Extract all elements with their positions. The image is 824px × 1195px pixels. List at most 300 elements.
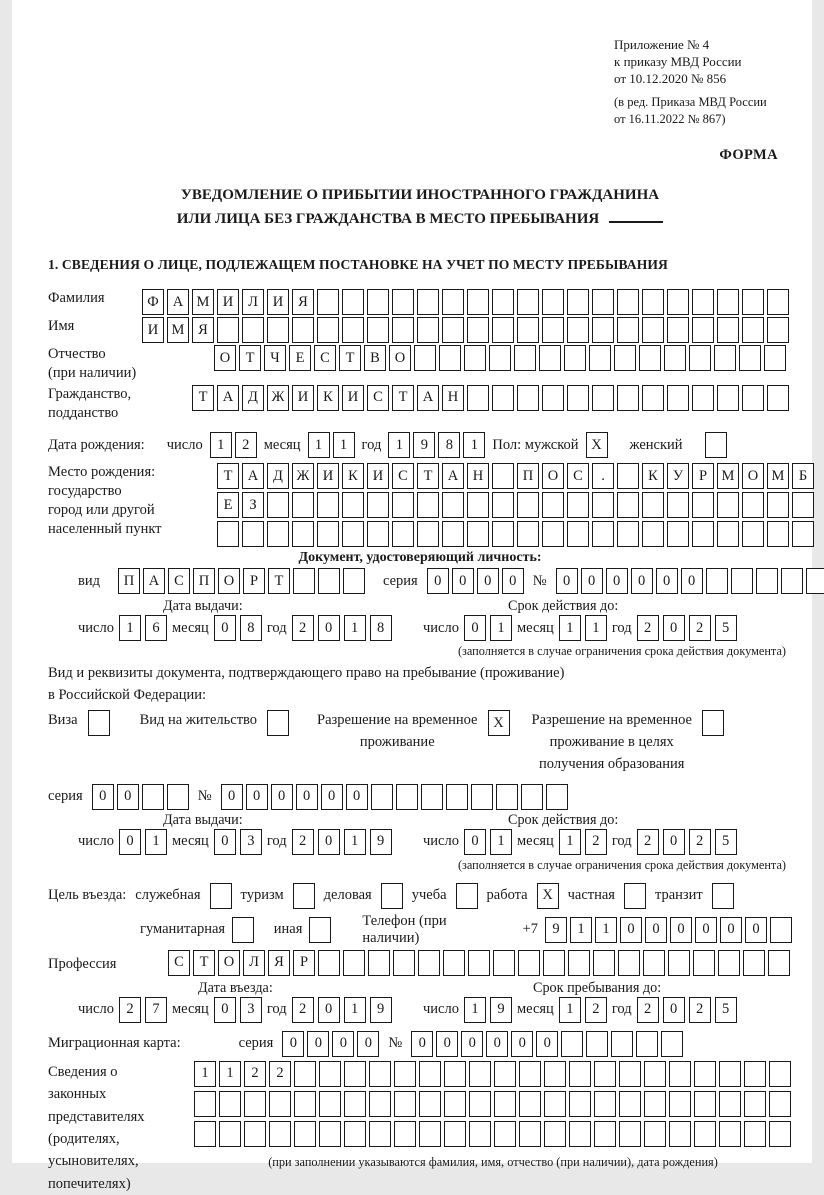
char-cell[interactable]: 1 bbox=[333, 432, 355, 458]
char-cell[interactable]: 2 bbox=[119, 997, 141, 1023]
empty-cell[interactable] bbox=[319, 1061, 341, 1087]
empty-cell[interactable] bbox=[417, 492, 439, 518]
empty-cell[interactable] bbox=[392, 289, 414, 315]
empty-cell[interactable] bbox=[636, 1031, 658, 1057]
empty-cell[interactable] bbox=[444, 1121, 466, 1147]
char-cell[interactable]: 1 bbox=[595, 917, 617, 943]
char-cell[interactable]: Т bbox=[192, 385, 214, 411]
empty-cell[interactable] bbox=[269, 1091, 291, 1117]
empty-cell[interactable] bbox=[542, 289, 564, 315]
empty-cell[interactable] bbox=[644, 1091, 666, 1117]
empty-cell[interactable] bbox=[586, 1031, 608, 1057]
empty-cell[interactable] bbox=[444, 1061, 466, 1087]
char-cell[interactable]: Т bbox=[239, 345, 261, 371]
char-cell[interactable]: 1 bbox=[344, 997, 366, 1023]
empty-cell[interactable] bbox=[768, 950, 790, 976]
char-cell[interactable]: 2 bbox=[637, 829, 659, 855]
empty-cell[interactable] bbox=[624, 883, 646, 909]
char-cell[interactable]: Е bbox=[217, 492, 239, 518]
empty-cell[interactable] bbox=[232, 917, 254, 943]
empty-cell[interactable] bbox=[719, 1091, 741, 1117]
char-cell[interactable]: К bbox=[317, 385, 339, 411]
char-cell[interactable]: 0 bbox=[464, 829, 486, 855]
char-cell[interactable]: 5 bbox=[715, 615, 737, 641]
char-cell[interactable]: 0 bbox=[556, 568, 578, 594]
empty-cell[interactable] bbox=[639, 345, 661, 371]
char-cell[interactable]: 0 bbox=[357, 1031, 379, 1057]
char-cell[interactable]: А bbox=[442, 463, 464, 489]
char-cell[interactable]: А bbox=[143, 568, 165, 594]
empty-cell[interactable] bbox=[418, 950, 440, 976]
empty-cell[interactable] bbox=[770, 917, 792, 943]
char-cell[interactable]: А bbox=[242, 463, 264, 489]
char-cell[interactable]: 0 bbox=[436, 1031, 458, 1057]
empty-cell[interactable] bbox=[442, 492, 464, 518]
empty-cell[interactable] bbox=[446, 784, 468, 810]
char-cell[interactable]: П bbox=[193, 568, 215, 594]
char-cell[interactable]: X bbox=[537, 883, 559, 909]
empty-cell[interactable] bbox=[317, 521, 339, 547]
char-cell[interactable]: 9 bbox=[370, 997, 392, 1023]
char-cell[interactable]: С bbox=[392, 463, 414, 489]
empty-cell[interactable] bbox=[309, 917, 331, 943]
empty-cell[interactable] bbox=[369, 1091, 391, 1117]
empty-cell[interactable] bbox=[592, 317, 614, 343]
char-cell[interactable]: О bbox=[742, 463, 764, 489]
empty-cell[interactable] bbox=[417, 521, 439, 547]
empty-cell[interactable] bbox=[767, 521, 789, 547]
empty-cell[interactable] bbox=[292, 492, 314, 518]
empty-cell[interactable] bbox=[344, 1061, 366, 1087]
char-cell[interactable]: 1 bbox=[145, 829, 167, 855]
empty-cell[interactable] bbox=[318, 568, 340, 594]
empty-cell[interactable] bbox=[717, 492, 739, 518]
char-cell[interactable]: 1 bbox=[119, 615, 141, 641]
char-cell[interactable]: Р bbox=[293, 950, 315, 976]
empty-cell[interactable] bbox=[567, 521, 589, 547]
empty-cell[interactable] bbox=[544, 1121, 566, 1147]
empty-cell[interactable] bbox=[244, 1121, 266, 1147]
empty-cell[interactable] bbox=[792, 521, 814, 547]
empty-cell[interactable] bbox=[781, 568, 803, 594]
char-cell[interactable]: 0 bbox=[670, 917, 692, 943]
empty-cell[interactable] bbox=[342, 492, 364, 518]
empty-cell[interactable] bbox=[593, 950, 615, 976]
empty-cell[interactable] bbox=[219, 1121, 241, 1147]
char-cell[interactable]: 0 bbox=[645, 917, 667, 943]
char-cell[interactable]: 0 bbox=[631, 568, 653, 594]
empty-cell[interactable] bbox=[592, 492, 614, 518]
char-cell[interactable]: Т bbox=[193, 950, 215, 976]
char-cell[interactable]: 0 bbox=[214, 615, 236, 641]
empty-cell[interactable] bbox=[469, 1061, 491, 1087]
empty-cell[interactable] bbox=[492, 463, 514, 489]
empty-cell[interactable] bbox=[219, 1091, 241, 1117]
char-cell[interactable]: П bbox=[517, 463, 539, 489]
empty-cell[interactable] bbox=[442, 521, 464, 547]
char-cell[interactable]: А bbox=[167, 289, 189, 315]
empty-cell[interactable] bbox=[414, 345, 436, 371]
char-cell[interactable]: 0 bbox=[461, 1031, 483, 1057]
empty-cell[interactable] bbox=[521, 784, 543, 810]
empty-cell[interactable] bbox=[194, 1121, 216, 1147]
empty-cell[interactable] bbox=[717, 521, 739, 547]
empty-cell[interactable] bbox=[317, 492, 339, 518]
empty-cell[interactable] bbox=[569, 1121, 591, 1147]
char-cell[interactable]: 0 bbox=[581, 568, 603, 594]
empty-cell[interactable] bbox=[567, 492, 589, 518]
empty-cell[interactable] bbox=[592, 289, 614, 315]
empty-cell[interactable] bbox=[517, 521, 539, 547]
empty-cell[interactable] bbox=[492, 492, 514, 518]
char-cell[interactable]: 0 bbox=[346, 784, 368, 810]
char-cell[interactable]: 2 bbox=[244, 1061, 266, 1087]
empty-cell[interactable] bbox=[592, 385, 614, 411]
empty-cell[interactable] bbox=[669, 1091, 691, 1117]
empty-cell[interactable] bbox=[517, 385, 539, 411]
char-cell[interactable]: 0 bbox=[511, 1031, 533, 1057]
empty-cell[interactable] bbox=[368, 950, 390, 976]
empty-cell[interactable] bbox=[344, 1091, 366, 1117]
char-cell[interactable]: Р bbox=[243, 568, 265, 594]
empty-cell[interactable] bbox=[731, 568, 753, 594]
empty-cell[interactable] bbox=[519, 1061, 541, 1087]
empty-cell[interactable] bbox=[292, 317, 314, 343]
char-cell[interactable]: 1 bbox=[490, 829, 512, 855]
empty-cell[interactable] bbox=[692, 492, 714, 518]
char-cell[interactable]: 0 bbox=[92, 784, 114, 810]
char-cell[interactable]: X bbox=[488, 710, 510, 736]
empty-cell[interactable] bbox=[367, 521, 389, 547]
char-cell[interactable]: Б bbox=[792, 463, 814, 489]
empty-cell[interactable] bbox=[467, 492, 489, 518]
empty-cell[interactable] bbox=[619, 1061, 641, 1087]
empty-cell[interactable] bbox=[367, 492, 389, 518]
empty-cell[interactable] bbox=[267, 710, 289, 736]
empty-cell[interactable] bbox=[667, 521, 689, 547]
empty-cell[interactable] bbox=[392, 521, 414, 547]
char-cell[interactable]: 2 bbox=[269, 1061, 291, 1087]
char-cell[interactable]: Е bbox=[289, 345, 311, 371]
char-cell[interactable]: 5 bbox=[715, 829, 737, 855]
char-cell[interactable]: 1 bbox=[464, 997, 486, 1023]
empty-cell[interactable] bbox=[517, 317, 539, 343]
char-cell[interactable]: 2 bbox=[689, 997, 711, 1023]
empty-cell[interactable] bbox=[417, 289, 439, 315]
empty-cell[interactable] bbox=[489, 345, 511, 371]
empty-cell[interactable] bbox=[611, 1031, 633, 1057]
char-cell[interactable]: 0 bbox=[464, 615, 486, 641]
empty-cell[interactable] bbox=[317, 317, 339, 343]
empty-cell[interactable] bbox=[467, 317, 489, 343]
empty-cell[interactable] bbox=[494, 1121, 516, 1147]
char-cell[interactable]: 6 bbox=[145, 615, 167, 641]
char-cell[interactable]: 9 bbox=[490, 997, 512, 1023]
char-cell[interactable]: Н bbox=[467, 463, 489, 489]
char-cell[interactable]: 2 bbox=[292, 997, 314, 1023]
empty-cell[interactable] bbox=[642, 289, 664, 315]
empty-cell[interactable] bbox=[667, 317, 689, 343]
char-cell[interactable]: О bbox=[218, 568, 240, 594]
empty-cell[interactable] bbox=[617, 317, 639, 343]
char-cell[interactable]: X bbox=[586, 432, 608, 458]
empty-cell[interactable] bbox=[392, 317, 414, 343]
char-cell[interactable]: В bbox=[364, 345, 386, 371]
empty-cell[interactable] bbox=[669, 1121, 691, 1147]
char-cell[interactable]: 2 bbox=[637, 615, 659, 641]
empty-cell[interactable] bbox=[642, 521, 664, 547]
empty-cell[interactable] bbox=[319, 1121, 341, 1147]
empty-cell[interactable] bbox=[767, 385, 789, 411]
empty-cell[interactable] bbox=[589, 345, 611, 371]
empty-cell[interactable] bbox=[661, 1031, 683, 1057]
empty-cell[interactable] bbox=[664, 345, 686, 371]
empty-cell[interactable] bbox=[769, 1121, 791, 1147]
char-cell[interactable]: С bbox=[314, 345, 336, 371]
empty-cell[interactable] bbox=[217, 317, 239, 343]
empty-cell[interactable] bbox=[767, 317, 789, 343]
empty-cell[interactable] bbox=[739, 345, 761, 371]
char-cell[interactable]: 0 bbox=[486, 1031, 508, 1057]
empty-cell[interactable] bbox=[244, 1091, 266, 1117]
empty-cell[interactable] bbox=[419, 1091, 441, 1117]
char-cell[interactable]: С bbox=[367, 385, 389, 411]
char-cell[interactable]: 1 bbox=[559, 997, 581, 1023]
char-cell[interactable]: 2 bbox=[585, 997, 607, 1023]
empty-cell[interactable] bbox=[693, 950, 715, 976]
char-cell[interactable]: У bbox=[667, 463, 689, 489]
empty-cell[interactable] bbox=[292, 521, 314, 547]
char-cell[interactable]: 0 bbox=[221, 784, 243, 810]
char-cell[interactable]: 0 bbox=[214, 997, 236, 1023]
empty-cell[interactable] bbox=[142, 784, 164, 810]
empty-cell[interactable] bbox=[344, 1121, 366, 1147]
char-cell[interactable]: 0 bbox=[663, 615, 685, 641]
char-cell[interactable]: 1 bbox=[463, 432, 485, 458]
empty-cell[interactable] bbox=[542, 521, 564, 547]
char-cell[interactable]: И bbox=[267, 289, 289, 315]
empty-cell[interactable] bbox=[367, 289, 389, 315]
char-cell[interactable]: Д bbox=[267, 463, 289, 489]
char-cell[interactable]: Ж bbox=[292, 463, 314, 489]
char-cell[interactable]: М bbox=[767, 463, 789, 489]
empty-cell[interactable] bbox=[667, 492, 689, 518]
char-cell[interactable]: 1 bbox=[210, 432, 232, 458]
empty-cell[interactable] bbox=[719, 1121, 741, 1147]
empty-cell[interactable] bbox=[742, 289, 764, 315]
empty-cell[interactable] bbox=[642, 492, 664, 518]
empty-cell[interactable] bbox=[714, 345, 736, 371]
char-cell[interactable]: 1 bbox=[570, 917, 592, 943]
char-cell[interactable]: 8 bbox=[438, 432, 460, 458]
char-cell[interactable]: 3 bbox=[240, 997, 262, 1023]
empty-cell[interactable] bbox=[592, 521, 614, 547]
empty-cell[interactable] bbox=[614, 345, 636, 371]
empty-cell[interactable] bbox=[444, 1091, 466, 1117]
char-cell[interactable]: Л bbox=[242, 289, 264, 315]
empty-cell[interactable] bbox=[419, 1121, 441, 1147]
empty-cell[interactable] bbox=[744, 1121, 766, 1147]
char-cell[interactable]: Ж bbox=[267, 385, 289, 411]
empty-cell[interactable] bbox=[496, 784, 518, 810]
char-cell[interactable]: 0 bbox=[318, 615, 340, 641]
empty-cell[interactable] bbox=[471, 784, 493, 810]
empty-cell[interactable] bbox=[769, 1061, 791, 1087]
char-cell[interactable]: 2 bbox=[637, 997, 659, 1023]
empty-cell[interactable] bbox=[806, 568, 824, 594]
char-cell[interactable]: 1 bbox=[559, 829, 581, 855]
char-cell[interactable]: 0 bbox=[663, 997, 685, 1023]
empty-cell[interactable] bbox=[317, 289, 339, 315]
empty-cell[interactable] bbox=[756, 568, 778, 594]
empty-cell[interactable] bbox=[742, 521, 764, 547]
char-cell[interactable]: 7 bbox=[145, 997, 167, 1023]
char-cell[interactable]: 3 bbox=[240, 829, 262, 855]
char-cell[interactable]: С bbox=[168, 950, 190, 976]
char-cell[interactable]: 1 bbox=[585, 615, 607, 641]
char-cell[interactable]: О bbox=[218, 950, 240, 976]
empty-cell[interactable] bbox=[293, 883, 315, 909]
char-cell[interactable]: Т bbox=[217, 463, 239, 489]
char-cell[interactable]: 2 bbox=[235, 432, 257, 458]
empty-cell[interactable] bbox=[242, 317, 264, 343]
empty-cell[interactable] bbox=[544, 1091, 566, 1117]
empty-cell[interactable] bbox=[564, 345, 586, 371]
char-cell[interactable]: Д bbox=[242, 385, 264, 411]
char-cell[interactable]: 0 bbox=[656, 568, 678, 594]
char-cell[interactable]: 1 bbox=[344, 615, 366, 641]
empty-cell[interactable] bbox=[294, 1091, 316, 1117]
empty-cell[interactable] bbox=[494, 1091, 516, 1117]
empty-cell[interactable] bbox=[692, 317, 714, 343]
empty-cell[interactable] bbox=[342, 289, 364, 315]
empty-cell[interactable] bbox=[717, 385, 739, 411]
empty-cell[interactable] bbox=[668, 950, 690, 976]
empty-cell[interactable] bbox=[443, 950, 465, 976]
char-cell[interactable]: 0 bbox=[307, 1031, 329, 1057]
empty-cell[interactable] bbox=[381, 883, 403, 909]
char-cell[interactable]: 5 bbox=[715, 997, 737, 1023]
char-cell[interactable]: 0 bbox=[502, 568, 524, 594]
empty-cell[interactable] bbox=[702, 710, 724, 736]
empty-cell[interactable] bbox=[394, 1121, 416, 1147]
empty-cell[interactable] bbox=[644, 1121, 666, 1147]
char-cell[interactable]: З bbox=[242, 492, 264, 518]
char-cell[interactable]: 0 bbox=[117, 784, 139, 810]
char-cell[interactable]: И bbox=[342, 385, 364, 411]
char-cell[interactable]: И bbox=[142, 317, 164, 343]
empty-cell[interactable] bbox=[617, 492, 639, 518]
char-cell[interactable]: И bbox=[367, 463, 389, 489]
char-cell[interactable]: 0 bbox=[681, 568, 703, 594]
empty-cell[interactable] bbox=[421, 784, 443, 810]
empty-cell[interactable] bbox=[467, 385, 489, 411]
empty-cell[interactable] bbox=[517, 289, 539, 315]
char-cell[interactable]: О bbox=[214, 345, 236, 371]
empty-cell[interactable] bbox=[643, 950, 665, 976]
char-cell[interactable]: 0 bbox=[332, 1031, 354, 1057]
char-cell[interactable]: 0 bbox=[720, 917, 742, 943]
empty-cell[interactable] bbox=[492, 289, 514, 315]
empty-cell[interactable] bbox=[217, 521, 239, 547]
empty-cell[interactable] bbox=[618, 950, 640, 976]
char-cell[interactable]: 0 bbox=[745, 917, 767, 943]
empty-cell[interactable] bbox=[692, 385, 714, 411]
empty-cell[interactable] bbox=[544, 1061, 566, 1087]
char-cell[interactable]: И bbox=[317, 463, 339, 489]
empty-cell[interactable] bbox=[569, 1091, 591, 1117]
empty-cell[interactable] bbox=[396, 784, 418, 810]
empty-cell[interactable] bbox=[705, 432, 727, 458]
empty-cell[interactable] bbox=[517, 492, 539, 518]
empty-cell[interactable] bbox=[567, 289, 589, 315]
empty-cell[interactable] bbox=[518, 950, 540, 976]
empty-cell[interactable] bbox=[617, 385, 639, 411]
empty-cell[interactable] bbox=[493, 950, 515, 976]
char-cell[interactable]: 0 bbox=[321, 784, 343, 810]
char-cell[interactable]: 1 bbox=[219, 1061, 241, 1087]
empty-cell[interactable] bbox=[719, 1061, 741, 1087]
empty-cell[interactable] bbox=[742, 492, 764, 518]
char-cell[interactable]: 0 bbox=[695, 917, 717, 943]
empty-cell[interactable] bbox=[167, 784, 189, 810]
empty-cell[interactable] bbox=[514, 345, 536, 371]
char-cell[interactable]: 0 bbox=[271, 784, 293, 810]
empty-cell[interactable] bbox=[464, 345, 486, 371]
char-cell[interactable]: Я bbox=[192, 317, 214, 343]
char-cell[interactable]: 0 bbox=[296, 784, 318, 810]
char-cell[interactable]: К bbox=[342, 463, 364, 489]
empty-cell[interactable] bbox=[492, 521, 514, 547]
empty-cell[interactable] bbox=[469, 1121, 491, 1147]
char-cell[interactable]: А bbox=[417, 385, 439, 411]
empty-cell[interactable] bbox=[294, 1121, 316, 1147]
empty-cell[interactable] bbox=[764, 345, 786, 371]
empty-cell[interactable] bbox=[456, 883, 478, 909]
empty-cell[interactable] bbox=[267, 317, 289, 343]
char-cell[interactable]: 0 bbox=[663, 829, 685, 855]
char-cell[interactable]: Я bbox=[292, 289, 314, 315]
char-cell[interactable]: О bbox=[542, 463, 564, 489]
char-cell[interactable]: Р bbox=[692, 463, 714, 489]
char-cell[interactable]: Я bbox=[268, 950, 290, 976]
empty-cell[interactable] bbox=[706, 568, 728, 594]
empty-cell[interactable] bbox=[769, 1091, 791, 1117]
char-cell[interactable]: О bbox=[389, 345, 411, 371]
char-cell[interactable]: 0 bbox=[427, 568, 449, 594]
empty-cell[interactable] bbox=[694, 1121, 716, 1147]
empty-cell[interactable] bbox=[689, 345, 711, 371]
char-cell[interactable]: 9 bbox=[413, 432, 435, 458]
char-cell[interactable]: 8 bbox=[240, 615, 262, 641]
empty-cell[interactable] bbox=[294, 1061, 316, 1087]
empty-cell[interactable] bbox=[594, 1061, 616, 1087]
empty-cell[interactable] bbox=[642, 385, 664, 411]
empty-cell[interactable] bbox=[692, 521, 714, 547]
empty-cell[interactable] bbox=[394, 1091, 416, 1117]
empty-cell[interactable] bbox=[371, 784, 393, 810]
empty-cell[interactable] bbox=[194, 1091, 216, 1117]
empty-cell[interactable] bbox=[369, 1061, 391, 1087]
char-cell[interactable]: С bbox=[168, 568, 190, 594]
empty-cell[interactable] bbox=[644, 1061, 666, 1087]
empty-cell[interactable] bbox=[543, 950, 565, 976]
char-cell[interactable]: 0 bbox=[246, 784, 268, 810]
empty-cell[interactable] bbox=[293, 568, 315, 594]
char-cell[interactable]: М bbox=[717, 463, 739, 489]
empty-cell[interactable] bbox=[267, 492, 289, 518]
char-cell[interactable]: Т bbox=[417, 463, 439, 489]
